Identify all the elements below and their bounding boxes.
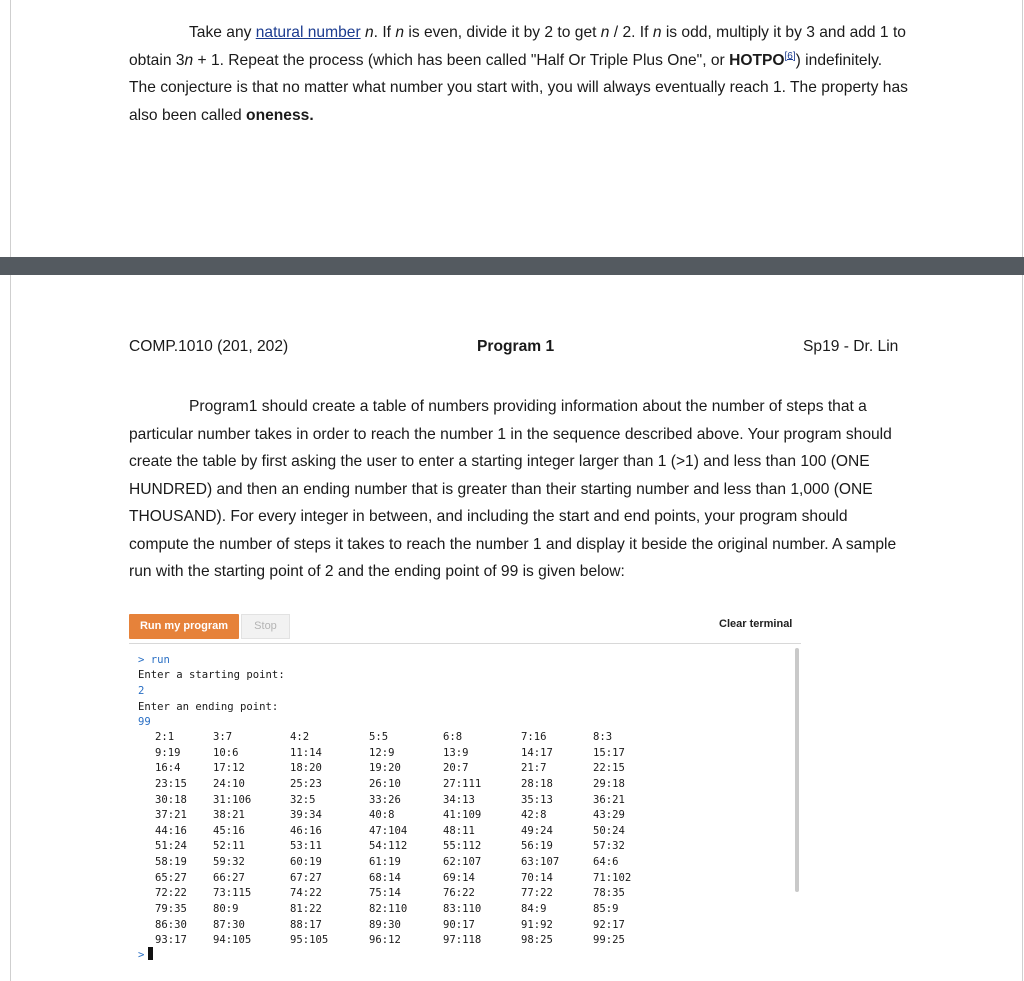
step-count-entry: 98:25 — [521, 934, 553, 947]
step-count-entry: 85:9 — [593, 903, 619, 916]
step-count-entry: 97:118 — [443, 934, 482, 947]
step-count-entry: 79:35 — [155, 903, 187, 916]
stop-button[interactable]: Stop — [241, 614, 290, 639]
step-count-entry: 8:3 — [593, 731, 613, 743]
step-count-entry: 67:27 — [290, 871, 322, 884]
step-count-entry: 31:106 — [213, 793, 252, 806]
course-code: COMP.1010 (201, 202) — [129, 338, 289, 355]
step-count-entry: 73:115 — [213, 887, 252, 900]
step-count-entry: 24:10 — [213, 777, 245, 790]
text-run: Take any — [189, 24, 256, 41]
step-count-entry: 92:17 — [593, 918, 625, 931]
step-count-entry: 7:16 — [521, 731, 547, 743]
step-count-entry: 52:11 — [213, 840, 245, 853]
step-count-entry: 78:35 — [593, 887, 625, 900]
step-count-entry: 82:110 — [369, 903, 408, 916]
step-count-entry: 41:109 — [443, 809, 482, 822]
var-n: n — [600, 24, 610, 41]
step-count-entry: 11:14 — [290, 746, 322, 759]
step-count-entry: 18:20 — [290, 762, 322, 775]
step-count-entry: 57:32 — [593, 840, 625, 853]
step-count-entry: 58:19 — [155, 856, 187, 869]
step-count-entry: 38:21 — [213, 809, 245, 822]
step-count-entry: 12:9 — [369, 746, 395, 759]
step-count-entry: 20:7 — [443, 762, 469, 775]
collatz-definition-paragraph — [129, 19, 909, 129]
step-count-entry: 47:104 — [369, 824, 408, 837]
text-run: / 2. If — [609, 24, 653, 41]
text-cursor — [148, 947, 153, 960]
step-count-entry: 42:8 — [521, 809, 547, 822]
step-count-entry: 32:5 — [290, 793, 316, 806]
step-count-entry: 4:2 — [290, 731, 310, 743]
start-value: 2 — [138, 685, 145, 697]
citation-link[interactable]: [6] — [784, 50, 796, 62]
text-run: + 1. Repeat the process (which has been called "Half Or Triple Plus One", or — [193, 51, 730, 69]
step-count-entry: 89:30 — [369, 918, 401, 931]
step-count-entry: 69:14 — [443, 871, 475, 884]
step-count-entry: 75:14 — [369, 887, 401, 900]
step-count-entry: 2:1 — [155, 731, 175, 743]
step-count-entry: 70:14 — [521, 871, 553, 884]
page-gap — [0, 257, 1024, 275]
term-instructor: Sp19 - Dr. Lin — [803, 338, 899, 355]
run-command: > run — [138, 654, 170, 666]
step-count-entry: 9:19 — [155, 746, 181, 759]
text-run: is even, divide it by 2 to get — [404, 24, 601, 41]
step-count-entry: 45:16 — [213, 824, 245, 837]
step-count-entry: 49:24 — [521, 824, 553, 837]
step-count-entry: 15:17 — [593, 746, 625, 759]
step-count-entry: 60:19 — [290, 856, 322, 869]
terminal-output[interactable] — [129, 644, 799, 966]
step-count-entry: 66:27 — [213, 871, 245, 884]
step-count-entry: 25:23 — [290, 777, 322, 790]
step-count-entry: 61:19 — [369, 856, 401, 869]
step-count-entry: 90:17 — [443, 918, 475, 931]
step-count-entry: 34:13 — [443, 793, 475, 806]
step-count-entry: 87:30 — [213, 918, 245, 931]
var-n: n — [360, 24, 374, 41]
input-prompt[interactable] — [138, 947, 153, 963]
step-count-entry: 27:111 — [443, 777, 482, 790]
citation — [785, 50, 796, 61]
step-count-entry: 5:5 — [369, 731, 389, 743]
step-count-entry: 39:34 — [290, 809, 322, 822]
clear-terminal-button[interactable]: Clear terminal — [719, 618, 793, 630]
step-count-entry: 80:9 — [213, 903, 239, 916]
program-title: Program 1 — [477, 338, 555, 355]
step-count-entry: 23:15 — [155, 777, 187, 790]
step-count-entry: 50:24 — [593, 824, 625, 837]
step-count-entry: 44:16 — [155, 824, 187, 837]
step-count-entry: 14:17 — [521, 746, 553, 759]
step-count-entry: 65:27 — [155, 871, 187, 884]
var-n: n — [395, 24, 405, 41]
step-count-entry: 94:105 — [213, 934, 252, 947]
step-count-entry: 43:29 — [593, 809, 625, 822]
step-count-entry: 56:19 — [521, 840, 553, 853]
step-count-entry: 37:21 — [155, 809, 187, 822]
prompt-caret: > — [138, 949, 145, 961]
step-count-entry: 40:8 — [369, 809, 395, 822]
step-count-entry: 64:6 — [593, 856, 619, 869]
step-count-entry: 93:17 — [155, 934, 187, 947]
step-count-entry: 83:110 — [443, 903, 482, 916]
end-prompt: Enter an ending point: — [138, 701, 279, 713]
step-count-entry: 63:107 — [521, 856, 560, 869]
step-count-entry: 26:10 — [369, 777, 401, 790]
hotpo-term: HOTPO — [729, 51, 785, 69]
step-count-entry: 51:24 — [155, 840, 187, 853]
step-count-entry: 35:13 — [521, 793, 553, 806]
step-count-entry: 30:18 — [155, 793, 187, 806]
step-count-entry: 72:22 — [155, 887, 187, 900]
start-prompt: Enter a starting point: — [138, 669, 285, 681]
step-count-entry: 84:9 — [521, 903, 547, 916]
step-count-entry: 48:11 — [443, 824, 475, 837]
step-count-entry: 55:112 — [443, 840, 482, 853]
run-program-button[interactable]: Run my program — [129, 614, 239, 639]
step-count-entry: 17:12 — [213, 762, 245, 775]
step-count-entry: 16:4 — [155, 762, 181, 775]
var-n: n — [652, 24, 662, 41]
step-count-entry: 77:22 — [521, 887, 553, 900]
step-count-entry: 53:11 — [290, 840, 322, 853]
steps-table — [138, 730, 798, 949]
text-run: ) indefinitely. The conjecture is that no matter what number you start with, you will always eventually reach 1. The property has also been called — [129, 51, 908, 124]
step-count-entry: 62:107 — [443, 856, 482, 869]
step-count-entry: 6:8 — [443, 731, 463, 743]
step-count-entry: 59:32 — [213, 856, 245, 869]
step-count-entry: 21:7 — [521, 762, 547, 775]
step-count-entry: 33:26 — [369, 793, 401, 806]
step-count-entry: 22:15 — [593, 762, 625, 775]
step-count-entry: 19:20 — [369, 762, 401, 775]
assignment-description — [129, 393, 909, 586]
step-count-entry: 36:21 — [593, 793, 625, 806]
end-value: 99 — [138, 716, 151, 728]
text-run: is odd, multiply it by 3 and add 1 to obtain 3 — [129, 24, 906, 69]
natural-number-link[interactable]: natural number — [255, 24, 361, 41]
step-count-entry: 13:9 — [443, 746, 469, 759]
description-text: Program1 should create a table of numbers providing information about the number of steps that a particular number takes in order to reach the number 1 in the sequence described above. Your program should create the table by first asking the user to enter a starting integer larger than 1 (>1) and less than 100 (ONE HUNDRED) and then an ending number that is greater than their starting number and less than 1,000 (ONE THOUSAND). For every integer in between, and including the start and end points, your program should compute the number of steps it takes to reach the number 1 and display it beside the original number. A sample run with the starting point of 2 and the ending point of 99 is given below: — [129, 398, 897, 580]
step-count-entry: 91:92 — [521, 918, 553, 931]
step-count-entry: 96:12 — [369, 934, 401, 947]
text-run: . If — [373, 24, 396, 41]
step-count-entry: 3:7 — [213, 731, 233, 743]
step-count-entry: 86:30 — [155, 918, 187, 931]
step-count-entry: 28:18 — [521, 777, 553, 790]
oneness-term: oneness. — [246, 106, 314, 124]
step-count-entry: 74:22 — [290, 887, 322, 900]
step-count-entry: 81:22 — [290, 903, 322, 916]
terminal-scrollbar[interactable] — [795, 648, 799, 892]
step-count-entry: 95:105 — [290, 934, 329, 947]
step-count-entry: 29:18 — [593, 777, 625, 790]
step-count-entry: 88:17 — [290, 918, 322, 931]
step-count-entry: 76:22 — [443, 887, 475, 900]
step-count-entry: 71:102 — [593, 871, 632, 884]
step-count-entry: 10:6 — [213, 746, 239, 759]
step-count-entry: 68:14 — [369, 871, 401, 884]
step-count-entry: 46:16 — [290, 824, 322, 837]
step-count-entry: 99:25 — [593, 934, 625, 947]
var-n: n — [184, 51, 194, 69]
step-count-entry: 54:112 — [369, 840, 408, 853]
